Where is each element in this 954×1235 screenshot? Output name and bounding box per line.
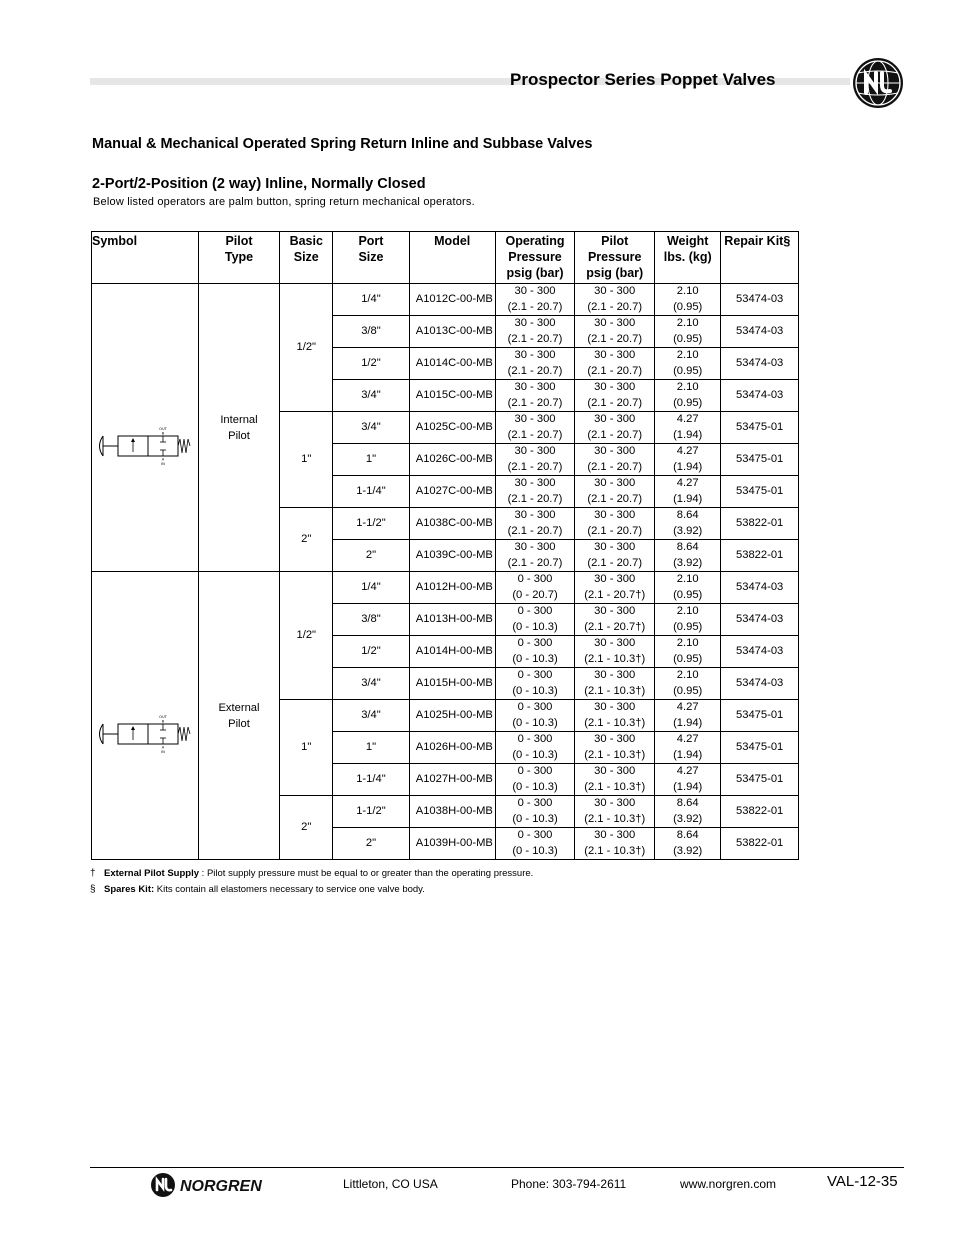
model-cell: A1039C-00-MB	[409, 540, 495, 572]
operating-pressure-cell: 0 - 300 (0 - 10.3)	[495, 604, 575, 636]
pilot-pressure-cell: 30 - 300 (2.1 - 20.7)	[575, 380, 655, 412]
pilot-type-cell: Internal Pilot	[198, 284, 280, 572]
pilot-pressure-cell: 30 - 300 (2.1 - 20.7)	[575, 316, 655, 348]
footer-phone: Phone: 303-794-2611	[511, 1177, 627, 1191]
pilot-pressure-cell: 30 - 300 (2.1 - 10.3†)	[575, 700, 655, 732]
model-cell: A1039H-00-MB	[409, 828, 495, 860]
port-size-cell: 1/4"	[333, 572, 410, 604]
svg-text:IN: IN	[161, 462, 165, 466]
basic-size-cell: 1/2"	[280, 284, 333, 412]
weight-cell: 8.64 (3.92)	[655, 828, 721, 860]
pilot-pressure-cell: 30 - 300 (2.1 - 20.7)	[575, 540, 655, 572]
weight-cell: 4.27 (1.94)	[655, 700, 721, 732]
basic-size-cell: 2"	[280, 508, 333, 572]
repair-kit-cell: 53475-01	[721, 700, 799, 732]
repair-kit-cell: 53822-01	[721, 828, 799, 860]
table-row	[92, 572, 799, 604]
port-size-cell: 1"	[333, 732, 410, 764]
page-header-title: Prospector Series Poppet Valves	[510, 70, 776, 89]
port-size-cell: 2"	[333, 828, 410, 860]
symbol-cell	[92, 572, 199, 860]
valve-symbol-icon	[94, 426, 194, 466]
pilot-pressure-cell: 30 - 300 (2.1 - 10.3†)	[575, 796, 655, 828]
footnote-spares-kit: § Spares Kit: Kits contain all elastomers necessary to service one valve body.	[90, 884, 425, 895]
repair-kit-cell: 53475-01	[721, 444, 799, 476]
weight-cell: 8.64 (3.92)	[655, 796, 721, 828]
valve-symbol-icon	[94, 714, 194, 754]
port-size-cell: 1/4"	[333, 284, 410, 316]
operating-pressure-cell: 30 - 300 (2.1 - 20.7)	[495, 476, 575, 508]
pilot-pressure-cell: 30 - 300 (2.1 - 20.7†)	[575, 572, 655, 604]
weight-cell: 4.27 (1.94)	[655, 412, 721, 444]
model-cell: A1012H-00-MB	[409, 572, 495, 604]
weight-cell: 2.10 (0.95)	[655, 380, 721, 412]
port-size-cell: 1-1/2"	[333, 508, 410, 540]
repair-kit-cell: 53474-03	[721, 572, 799, 604]
model-cell: A1038H-00-MB	[409, 796, 495, 828]
svg-text:A: A	[161, 745, 165, 750]
pilot-pressure-cell: 30 - 300 (2.1 - 20.7)	[575, 284, 655, 316]
weight-cell: 2.10 (0.95)	[655, 604, 721, 636]
weight-cell: 4.27 (1.94)	[655, 476, 721, 508]
model-cell: A1015C-00-MB	[409, 380, 495, 412]
model-cell: A1038C-00-MB	[409, 508, 495, 540]
repair-kit-cell: 53474-03	[721, 380, 799, 412]
operating-pressure-cell: 30 - 300 (2.1 - 20.7)	[495, 412, 575, 444]
repair-kit-cell: 53474-03	[721, 668, 799, 700]
repair-kit-cell: 53474-03	[721, 348, 799, 380]
pilot-pressure-cell: 30 - 300 (2.1 - 10.3†)	[575, 636, 655, 668]
repair-kit-cell: 53822-01	[721, 540, 799, 572]
model-cell: A1026H-00-MB	[409, 732, 495, 764]
pilot-pressure-cell: 30 - 300 (2.1 - 20.7)	[575, 348, 655, 380]
model-cell: A1012C-00-MB	[409, 284, 495, 316]
operating-pressure-cell: 0 - 300 (0 - 20.7)	[495, 572, 575, 604]
weight-cell: 2.10 (0.95)	[655, 668, 721, 700]
operating-pressure-cell: 30 - 300 (2.1 - 20.7)	[495, 508, 575, 540]
model-cell: A1025H-00-MB	[409, 700, 495, 732]
model-cell: A1015H-00-MB	[409, 668, 495, 700]
port-size-cell: 1-1/4"	[333, 764, 410, 796]
basic-size-cell: 2"	[280, 796, 333, 860]
repair-kit-cell: 53475-01	[721, 732, 799, 764]
symbol-cell	[92, 284, 199, 572]
norgren-logo-icon	[150, 1172, 290, 1198]
weight-cell: 2.10 (0.95)	[655, 572, 721, 604]
model-cell: A1014C-00-MB	[409, 348, 495, 380]
operating-pressure-cell: 30 - 300 (2.1 - 20.7)	[495, 380, 575, 412]
pilot-pressure-cell: 30 - 300 (2.1 - 10.3†)	[575, 764, 655, 796]
repair-kit-cell: 53475-01	[721, 412, 799, 444]
pilot-pressure-cell: 30 - 300 (2.1 - 20.7)	[575, 412, 655, 444]
operating-pressure-cell: 0 - 300 (0 - 10.3)	[495, 636, 575, 668]
repair-kit-cell: 53475-01	[721, 764, 799, 796]
repair-kit-cell: 53822-01	[721, 796, 799, 828]
table-header-row	[92, 232, 799, 284]
port-size-cell: 3/4"	[333, 668, 410, 700]
pilot-pressure-cell: 30 - 300 (2.1 - 10.3†)	[575, 668, 655, 700]
pilot-pressure-cell: 30 - 300 (2.1 - 10.3†)	[575, 828, 655, 860]
valve-spec-table	[91, 231, 799, 860]
model-cell: A1013C-00-MB	[409, 316, 495, 348]
footnotes	[90, 866, 533, 898]
svg-text:OUT: OUT	[159, 427, 167, 431]
repair-kit-cell: 53475-01	[721, 476, 799, 508]
col-header-pilot-pressure: Pilot Pressure psig (bar)	[575, 232, 655, 284]
operating-pressure-cell: 30 - 300 (2.1 - 20.7)	[495, 444, 575, 476]
col-header-repair-kit: Repair Kit§	[721, 232, 799, 284]
weight-cell: 4.27 (1.94)	[655, 764, 721, 796]
basic-size-cell: 1/2"	[280, 572, 333, 700]
col-header-operating-pressure: Operating Pressure psig (bar)	[495, 232, 575, 284]
pilot-pressure-cell: 30 - 300 (2.1 - 20.7)	[575, 508, 655, 540]
operating-pressure-cell: 0 - 300 (0 - 10.3)	[495, 764, 575, 796]
port-size-cell: 1/2"	[333, 636, 410, 668]
pilot-pressure-cell: 30 - 300 (2.1 - 20.7)	[575, 444, 655, 476]
repair-kit-cell: 53474-03	[721, 284, 799, 316]
model-cell: A1013H-00-MB	[409, 604, 495, 636]
model-cell: A1014H-00-MB	[409, 636, 495, 668]
col-header-port-size: Port Size	[333, 232, 410, 284]
weight-cell: 8.64 (3.92)	[655, 540, 721, 572]
svg-text:IN: IN	[161, 750, 165, 754]
weight-cell: 2.10 (0.95)	[655, 284, 721, 316]
port-size-cell: 3/4"	[333, 380, 410, 412]
port-size-cell: 3/8"	[333, 604, 410, 636]
section-description: Below listed operators are palm button, spring return mechanical operators.	[93, 196, 475, 208]
model-cell: A1027C-00-MB	[409, 476, 495, 508]
operating-pressure-cell: 0 - 300 (0 - 10.3)	[495, 668, 575, 700]
weight-cell: 8.64 (3.92)	[655, 508, 721, 540]
weight-cell: 2.10 (0.95)	[655, 316, 721, 348]
table-row	[92, 284, 799, 316]
basic-size-cell: 1"	[280, 700, 333, 796]
model-cell: A1025C-00-MB	[409, 412, 495, 444]
model-cell: A1027H-00-MB	[409, 764, 495, 796]
pilot-pressure-cell: 30 - 300 (2.1 - 10.3†)	[575, 732, 655, 764]
svg-text:A: A	[161, 457, 165, 462]
repair-kit-cell: 53474-03	[721, 604, 799, 636]
footer-rule	[90, 1167, 904, 1168]
section-subtitle: 2-Port/2-Position (2 way) Inline, Normally Closed	[92, 176, 426, 192]
port-size-cell: 1-1/4"	[333, 476, 410, 508]
port-size-cell: 3/4"	[333, 412, 410, 444]
operating-pressure-cell: 30 - 300 (2.1 - 20.7)	[495, 540, 575, 572]
port-size-cell: 1"	[333, 444, 410, 476]
weight-cell: 2.10 (0.95)	[655, 348, 721, 380]
col-header-model: Model	[409, 232, 495, 284]
operating-pressure-cell: 30 - 300 (2.1 - 20.7)	[495, 284, 575, 316]
page-number: VAL-12-35	[827, 1173, 898, 1190]
port-size-cell: 1-1/2"	[333, 796, 410, 828]
pilot-type-cell: External Pilot	[198, 572, 280, 860]
operating-pressure-cell: 30 - 300 (2.1 - 20.7)	[495, 348, 575, 380]
port-size-cell: 2"	[333, 540, 410, 572]
col-header-symbol: Symbol	[92, 232, 199, 284]
basic-size-cell: 1"	[280, 412, 333, 508]
operating-pressure-cell: 0 - 300 (0 - 10.3)	[495, 700, 575, 732]
svg-text:B: B	[161, 431, 165, 436]
svg-text:NORGREN: NORGREN	[180, 1178, 262, 1195]
pilot-pressure-cell: 30 - 300 (2.1 - 20.7†)	[575, 604, 655, 636]
col-header-weight: Weight lbs. (kg)	[655, 232, 721, 284]
repair-kit-cell: 53822-01	[721, 508, 799, 540]
port-size-cell: 3/4"	[333, 700, 410, 732]
operating-pressure-cell: 0 - 300 (0 - 10.3)	[495, 732, 575, 764]
footer-website[interactable]: www.norgren.com	[680, 1177, 777, 1191]
norgren-globe-icon	[852, 57, 904, 109]
col-header-pilot-type: Pilot Type	[198, 232, 280, 284]
weight-cell: 2.10 (0.95)	[655, 636, 721, 668]
weight-cell: 4.27 (1.94)	[655, 444, 721, 476]
port-size-cell: 3/8"	[333, 316, 410, 348]
operating-pressure-cell: 0 - 300 (0 - 10.3)	[495, 796, 575, 828]
svg-text:OUT: OUT	[159, 715, 167, 719]
operating-pressure-cell: 0 - 300 (0 - 10.3)	[495, 828, 575, 860]
col-header-basic-size: Basic Size	[280, 232, 333, 284]
operating-pressure-cell: 30 - 300 (2.1 - 20.7)	[495, 316, 575, 348]
weight-cell: 4.27 (1.94)	[655, 732, 721, 764]
repair-kit-cell: 53474-03	[721, 316, 799, 348]
model-cell: A1026C-00-MB	[409, 444, 495, 476]
repair-kit-cell: 53474-03	[721, 636, 799, 668]
footer-location: Littleton, CO USA	[343, 1177, 438, 1191]
pilot-pressure-cell: 30 - 300 (2.1 - 20.7)	[575, 476, 655, 508]
svg-text:B: B	[161, 719, 165, 724]
footnote-external-pilot: † External Pilot Supply : Pilot supply pressure must be equal to or greater than the operating pressure.	[90, 868, 534, 879]
section-title: Manual & Mechanical Operated Spring Return Inline and Subbase Valves	[92, 136, 593, 152]
port-size-cell: 1/2"	[333, 348, 410, 380]
